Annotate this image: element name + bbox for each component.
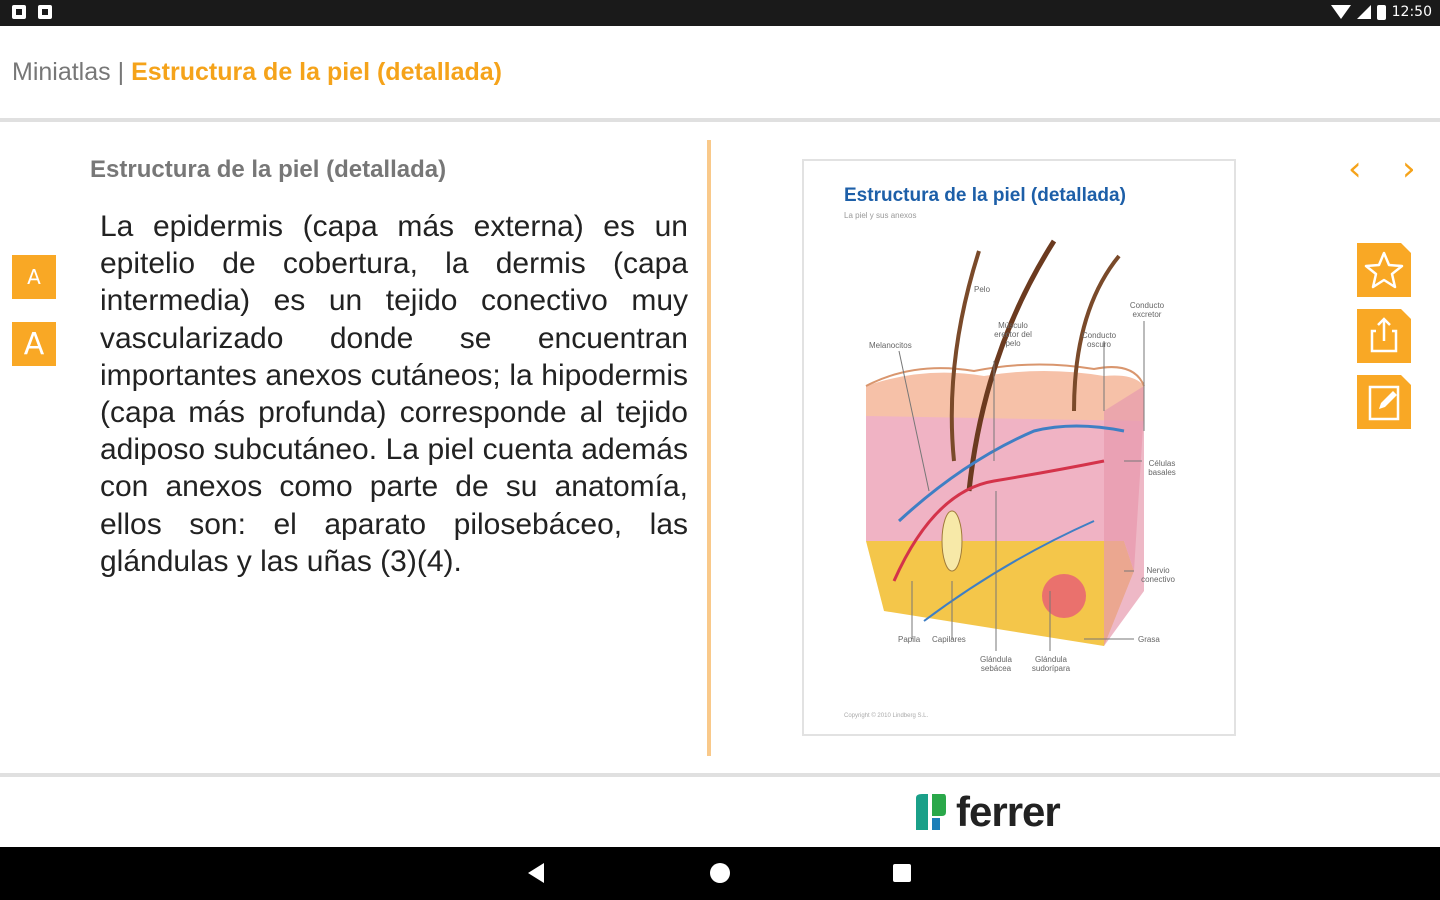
label-celulas-basales: Células basales bbox=[1148, 459, 1176, 477]
ferrer-logo bbox=[912, 788, 1060, 835]
label-conducto-oscuro: Conducto oscuro bbox=[1081, 331, 1117, 349]
status-time: 12:50 bbox=[1391, 4, 1432, 20]
increase-font-button[interactable]: A bbox=[12, 322, 56, 366]
figure-copyright: Copyright © 2010 Lindberg S.L. bbox=[844, 713, 929, 719]
article-body: La epidermis (capa más externa) es un epitelio de cobertura, la dermis (capa intermedia) es un tejido conectivo muy vascularizado donde se encuentran importantes anexos cutáneos; la hipodermis (capa más profunda) corresponde al tejido adiposo subcutáneo. La piel cuenta además con anexos como parte de su anatomía, ellos son: el aparato pilosebáceo, las glándulas y las uñas (3)(4). bbox=[100, 210, 688, 578]
label-melanocitos: Melanocitos bbox=[869, 341, 912, 350]
footer bbox=[0, 777, 1440, 847]
share-icon[interactable] bbox=[1357, 309, 1411, 363]
system-nav-bar bbox=[0, 847, 1440, 900]
label-musculo: Músculo erector del pelo bbox=[994, 321, 1032, 348]
wifi-icon bbox=[1331, 5, 1351, 19]
brand-name: ferrer bbox=[956, 788, 1060, 835]
section-title: Estructura de la piel (detallada) bbox=[90, 156, 447, 183]
label-capilares: Capilares bbox=[932, 635, 966, 644]
skin-diagram-illustration bbox=[804, 161, 1234, 734]
label-glandula-sudoripara: Glándula sudorípara bbox=[1031, 655, 1071, 673]
column-divider bbox=[707, 140, 711, 756]
label-pelo: Pelo bbox=[974, 285, 991, 294]
signal-icon bbox=[1357, 5, 1371, 19]
label-glandula-sebacea: Glándula sebácea bbox=[979, 655, 1013, 673]
breadcrumb bbox=[12, 58, 502, 87]
status-notifications bbox=[12, 5, 52, 19]
label-papila: Papila bbox=[898, 635, 921, 644]
figure-subtitle: La piel y sus anexos bbox=[844, 211, 917, 220]
notification-icon bbox=[38, 5, 52, 19]
notification-icon bbox=[12, 5, 26, 19]
label-conducto-excretor: Conducto excretor bbox=[1129, 301, 1165, 319]
recents-icon[interactable] bbox=[893, 864, 911, 882]
back-icon[interactable] bbox=[528, 863, 544, 883]
app-name[interactable]: Miniatlas bbox=[12, 58, 111, 86]
status-indicators bbox=[1331, 4, 1432, 20]
header-divider bbox=[0, 118, 1440, 122]
star-icon[interactable] bbox=[1357, 243, 1411, 297]
label-grasa: Grasa bbox=[1138, 635, 1160, 644]
battery-icon bbox=[1377, 5, 1386, 20]
label-nervio: Nervio conectivo bbox=[1141, 566, 1175, 584]
decrease-font-button[interactable]: A bbox=[12, 255, 56, 299]
ferrer-logo-icon bbox=[912, 792, 948, 832]
status-bar bbox=[0, 0, 1440, 26]
breadcrumb-separator: | bbox=[117, 58, 125, 86]
skin-diagram-card[interactable] bbox=[802, 159, 1236, 736]
app-bar bbox=[0, 26, 1440, 118]
figure-title: Estructura de la piel (detallada) bbox=[844, 185, 1126, 206]
page-title: Estructura de la piel (detallada) bbox=[131, 58, 502, 86]
chevron-left-icon[interactable]: ‹ bbox=[1348, 149, 1362, 189]
edit-note-icon[interactable] bbox=[1357, 375, 1411, 429]
chevron-right-icon[interactable]: › bbox=[1402, 149, 1416, 189]
home-icon[interactable] bbox=[710, 863, 730, 883]
